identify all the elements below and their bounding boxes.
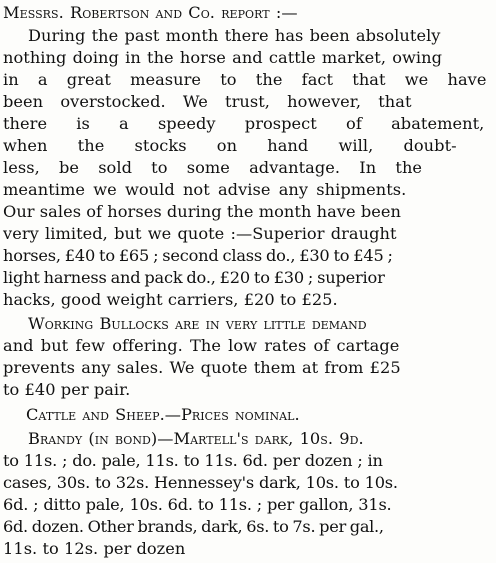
paragraph-1-line-1: During the past month there has been absolutely xyxy=(28,26,441,45)
paragraph-4-line-3: cases, 30s. to 32s. Hennessey's dark, 10s. to 10s. xyxy=(3,473,398,492)
paragraph-1-line-13: hacks, good weight carriers, £20 to £25. xyxy=(3,290,338,309)
paragraph-2-line-4: to £40 per pair. xyxy=(3,380,131,399)
paragraph-1-line-2: nothing doing in the horse and cattle market, owing xyxy=(3,48,443,67)
paragraph-2-line-1: Working Bullocks are in very little demand xyxy=(28,314,367,333)
paragraph-1-line-8: meantime we would not advise any shipments. xyxy=(3,180,407,199)
paragraph-1-line-3: in a great measure to the fact that we have xyxy=(3,70,487,89)
paragraph-4-line-4: 6d. ; ditto pale, 10s. 6d. to 11s. ; per gallon, 31s. xyxy=(3,495,392,514)
paragraph-1-line-10: very limited, but we quote :—Superior draught xyxy=(3,224,397,243)
paragraph-4-line-1: Brandy (in bond)—Martell's dark, 10s. 9d. xyxy=(28,429,364,448)
paragraph-2-line-3: prevents any sales. We quote them at from £25 xyxy=(3,358,401,377)
paragraph-4-line-6: 11s. to 12s. per dozen xyxy=(3,539,186,558)
paragraph-1-line-6: when the stocks on hand will, doubt- xyxy=(3,136,457,155)
paragraph-1-line-12: light harness and pack do., £20 to £30 ; superior xyxy=(3,268,385,287)
paragraph-4-line-5: 6d. dozen. Other brands, dark, 6s. to 7s. per gal., xyxy=(3,517,384,536)
paragraph-2-line-2: and but few offering. The low rates of cartage xyxy=(3,336,400,355)
paragraph-4-line-2: to 11s. ; do. pale, 11s. to 11s. 6d. per dozen ; in xyxy=(3,451,383,470)
paragraph-1-line-4: been overstocked. We trust, however, that xyxy=(3,92,412,111)
report-heading: Messrs. Robertson and Co. report :— xyxy=(3,3,298,22)
paragraph-1-line-5: there is a speedy prospect of abatement, xyxy=(3,114,485,133)
paragraph-3-line-1: Cattle and Sheep.—Prices nominal. xyxy=(26,405,300,424)
paragraph-1-line-9: Our sales of horses during the month have been xyxy=(3,202,401,221)
paragraph-1-line-7: less, be sold to some advantage. In the xyxy=(3,158,423,177)
paragraph-1-line-11: horses, £40 to £65 ; second class do., £30 to £45 ; xyxy=(3,246,393,265)
